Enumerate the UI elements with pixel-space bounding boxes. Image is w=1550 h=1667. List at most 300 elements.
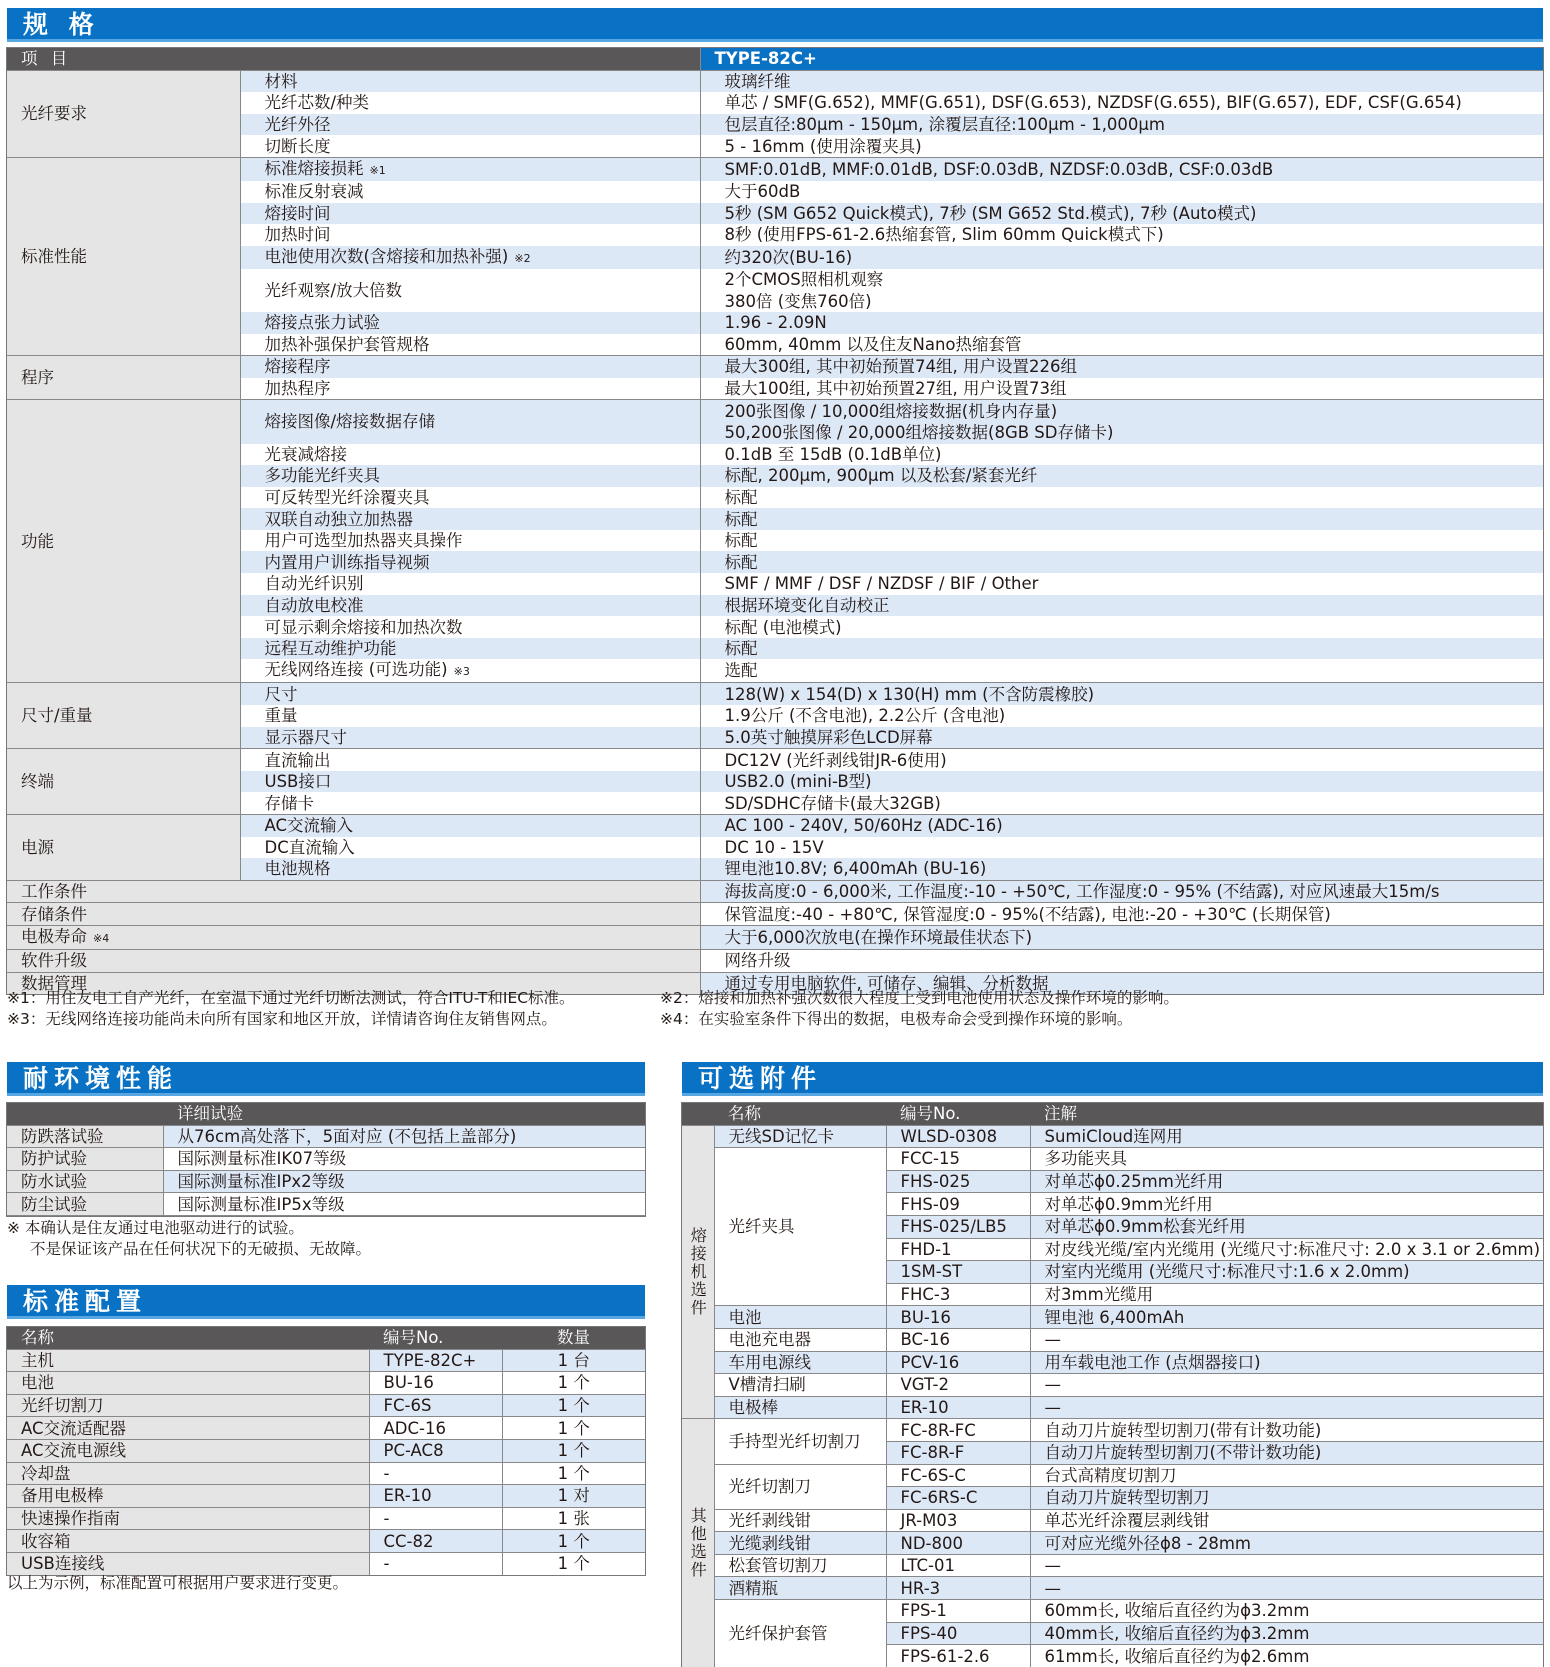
cell-text: 最大300组, 其中初始预置74组, 用户设置226组 — [724, 357, 1077, 377]
opt-row — [682, 1396, 1543, 1419]
opt-row — [682, 1125, 1543, 1148]
cell-text: 远程互动维护功能 — [264, 639, 397, 659]
spec-item — [240, 683, 700, 705]
cell-text: 熔接机选件 — [688, 1226, 708, 1317]
cell-text: V槽清扫刷 — [728, 1375, 806, 1395]
opt-name — [714, 1351, 886, 1374]
env-row — [7, 1170, 645, 1193]
spec-item — [240, 530, 700, 552]
cell-text: — — [1044, 1398, 1061, 1418]
spec-row — [7, 400, 1543, 422]
cell-text: 1 个 — [557, 1373, 590, 1393]
cell-text: 从76cm高处落下，5面对应 (不包括上盖部分) — [177, 1126, 517, 1146]
cell-text: 1 个 — [557, 1531, 590, 1551]
cell-text: AC交流输入 — [264, 816, 354, 836]
opt-no — [886, 1328, 1030, 1351]
cell-text: ND-800 — [900, 1533, 963, 1553]
spec-row — [7, 356, 1543, 378]
cell-text: 可对应光缆外径ϕ8 - 28mm — [1044, 1533, 1251, 1553]
cell-text: 熔接程序 — [264, 357, 331, 377]
cell-text: 电极棒 — [728, 1398, 778, 1418]
opt-no — [886, 1215, 1030, 1238]
opt-note — [1030, 1238, 1543, 1261]
spec-category — [7, 70, 240, 157]
spec-value — [700, 683, 1543, 705]
spec-value — [700, 705, 1543, 727]
cell-text: HR-3 — [900, 1578, 941, 1598]
std-body — [7, 1349, 645, 1574]
spec-table — [7, 48, 1543, 994]
spec-item — [240, 92, 700, 114]
env-test-name — [7, 1193, 163, 1216]
spec-item — [240, 815, 700, 837]
cell-text: PCV-16 — [900, 1352, 960, 1372]
opt-note — [1030, 1554, 1543, 1577]
spec-item — [7, 925, 700, 949]
footnote-mark: ※3 — [453, 665, 470, 679]
opt-no — [886, 1306, 1030, 1329]
cell-text: 光纤剥线钳 — [728, 1510, 811, 1530]
footnote-mark: ※4 — [93, 931, 110, 945]
spec-item — [240, 334, 700, 356]
opt-name — [714, 1509, 886, 1532]
std-qty — [502, 1485, 645, 1508]
spec-value — [700, 135, 1543, 157]
env-note-1: ※ 本确认是住友通过电池驱动进行的试验。 — [7, 1219, 304, 1237]
cell-text: BU-16 — [383, 1373, 434, 1393]
opt-note — [1030, 1283, 1543, 1306]
spec-item — [240, 114, 700, 136]
cell-text: 海拔高度:0 - 6,000米, 工作温度:-10 - +50℃, 工作湿度:0 - 95% (不结露), 对应风速最大15m/s — [724, 882, 1440, 902]
opt-name — [714, 1600, 886, 1667]
cell-text: 1 个 — [557, 1396, 590, 1416]
spec-item — [240, 508, 700, 530]
std-no — [369, 1372, 502, 1395]
cell-text: VGT-2 — [900, 1375, 950, 1395]
spec-header-row — [7, 48, 1543, 70]
opt-header-no: 编号No. — [886, 1103, 1030, 1125]
cell-text: 防水试验 — [21, 1172, 87, 1192]
cell-text: FCC-15 — [900, 1149, 960, 1169]
env-header-detail: 详细试验 — [163, 1103, 645, 1125]
cell-text: 自动刀片旋转型切割刀 — [1044, 1488, 1210, 1508]
spec-value — [700, 530, 1543, 552]
spec-category — [7, 683, 240, 749]
spec-item — [7, 903, 700, 926]
std-row — [7, 1372, 645, 1395]
opt-note — [1030, 1487, 1543, 1510]
opt-note — [1030, 1509, 1543, 1532]
cell-text: ER-10 — [383, 1486, 432, 1506]
env-table — [7, 1103, 645, 1216]
cell-text: 1SM-ST — [900, 1262, 963, 1282]
spec-value — [700, 837, 1543, 859]
cell-text: 电极寿命 — [21, 926, 87, 946]
spec-item — [7, 880, 700, 903]
spec-item — [240, 858, 700, 880]
spec-value — [700, 815, 1543, 837]
std-qty — [502, 1349, 645, 1372]
spec-value — [700, 551, 1543, 573]
spec-value — [700, 203, 1543, 225]
std-no — [369, 1530, 502, 1553]
opt-note — [1030, 1351, 1543, 1374]
opt-name — [714, 1577, 886, 1600]
cell-text: 光纤夹具 — [728, 1217, 795, 1237]
cell-text: FPS-61-2.6 — [900, 1646, 990, 1666]
cell-text: 防护试验 — [21, 1149, 87, 1169]
std-row — [7, 1349, 645, 1372]
cell-text: 台式高精度切割刀 — [1044, 1465, 1177, 1485]
spec-value — [700, 949, 1543, 972]
std-no — [369, 1439, 502, 1462]
cell-text: SD/SDHC存储卡(最大32GB) — [724, 793, 941, 813]
cell-text: WLSD-0308 — [900, 1126, 998, 1146]
opt-note — [1030, 1622, 1543, 1645]
spec-item — [240, 616, 700, 638]
std-qty — [502, 1372, 645, 1395]
cell-text: 切断长度 — [264, 136, 331, 156]
cell-text: — — [1044, 1556, 1061, 1576]
env-test-name — [7, 1170, 163, 1193]
spec-item — [240, 400, 700, 444]
cell-text: 200张图像 / 10,000组熔接数据(机身内存量) — [724, 401, 1058, 421]
spec-item — [240, 269, 700, 312]
cell-text: 双联自动独立加热器 — [264, 509, 413, 529]
spec-item — [240, 573, 700, 595]
cell-text: DC12V (光纤剥线钳JR-6使用) — [724, 750, 947, 770]
opt-note — [1030, 1170, 1543, 1193]
cell-text: FHD-1 — [900, 1239, 952, 1259]
cell-text: 标准性能 — [21, 247, 87, 267]
env-row — [7, 1125, 645, 1148]
cell-text: FHS-09 — [900, 1194, 960, 1214]
cell-text: 内置用户训练指导视频 — [264, 552, 430, 572]
cell-text: 防尘试验 — [21, 1194, 87, 1214]
cell-text: 熔接图像/熔接数据存储 — [264, 412, 436, 432]
cell-text: 国际测量标准IP5x等级 — [177, 1194, 345, 1214]
env-test-detail — [163, 1125, 645, 1148]
cell-text: 光纤芯数/种类 — [264, 93, 370, 113]
spec-value — [700, 269, 1543, 291]
opt-no — [886, 1193, 1030, 1216]
cell-text: ADC-16 — [383, 1418, 446, 1438]
opt-no — [886, 1464, 1030, 1487]
opt-row — [682, 1509, 1543, 1532]
std-qty — [502, 1530, 645, 1553]
std-note: 以上为示例，标准配置可根据用户要求进行变更。 — [7, 1574, 349, 1592]
spec-value — [700, 659, 1543, 683]
cell-text: AC交流电源线 — [21, 1441, 127, 1461]
std-qty — [502, 1439, 645, 1462]
spec-item — [240, 157, 700, 181]
spec-value — [700, 880, 1543, 903]
cell-text: 冷却盘 — [21, 1463, 71, 1483]
std-qty — [502, 1462, 645, 1485]
std-no — [369, 1394, 502, 1417]
cell-text: 其他选件 — [688, 1507, 708, 1580]
opt-row — [682, 1419, 1543, 1442]
std-row — [7, 1485, 645, 1508]
spec-item — [7, 949, 700, 972]
cell-text: 40mm长, 收缩后直径约为ϕ3.2mm — [1044, 1623, 1310, 1643]
cell-text: 2个CMOS照相机观察 — [724, 270, 884, 290]
std-row — [7, 1530, 645, 1553]
env-header-blank — [7, 1103, 163, 1125]
cell-text: 保管温度:-40 - +80℃, 保管湿度:0 - 95%(不结露), 电池:-20 - +30℃ (长期保管) — [724, 904, 1331, 924]
cell-text: 对皮线光缆/室内光缆用 (光缆尺寸:标准尺寸: 2.0 x 3.1 or 2.6mm) — [1044, 1239, 1541, 1259]
spec-item — [240, 444, 700, 466]
std-qty — [502, 1552, 645, 1574]
spec-category — [7, 400, 240, 683]
footnote-mark: ※1 — [369, 163, 386, 177]
cell-text: - — [383, 1463, 390, 1483]
cell-text: 1 台 — [557, 1350, 590, 1370]
spec-item — [240, 551, 700, 573]
opt-note — [1030, 1464, 1543, 1487]
cell-text: 对单芯ϕ0.25mm光纤用 — [1044, 1172, 1224, 1192]
opt-name — [714, 1374, 886, 1397]
opt-note — [1030, 1396, 1543, 1419]
cell-text: 电池充电器 — [728, 1330, 811, 1350]
cell-text: 对单芯ϕ0.9mm松套光纤用 — [1044, 1217, 1246, 1237]
env-row — [7, 1193, 645, 1216]
opt-name — [714, 1125, 886, 1148]
opt-no — [886, 1419, 1030, 1442]
spec-item — [240, 203, 700, 225]
cell-text: 61mm长, 收缩后直径约为ϕ2.6mm — [1044, 1646, 1310, 1666]
cell-text: PC-AC8 — [383, 1441, 444, 1461]
cell-text: 128(W) x 154(D) x 130(H) mm (不含防震橡胶) — [724, 684, 1095, 704]
spec-item — [240, 595, 700, 617]
std-row — [7, 1507, 645, 1530]
opt-note — [1030, 1577, 1543, 1600]
opt-side-label — [682, 1125, 714, 1419]
opt-table — [682, 1103, 1543, 1667]
opt-name — [714, 1464, 886, 1509]
spec-item — [240, 659, 700, 683]
spec-header-item: 项 目 — [7, 48, 700, 70]
cell-text: 国际测量标准IK07等级 — [177, 1149, 347, 1169]
spec-value — [700, 356, 1543, 378]
spec-value — [700, 422, 1543, 444]
spec-row — [7, 683, 1543, 705]
opt-name — [714, 1148, 886, 1306]
spec-row-single — [7, 880, 1543, 903]
cell-text: 光缆剥线钳 — [728, 1533, 811, 1553]
spec-item — [240, 378, 700, 400]
spec-value — [700, 595, 1543, 617]
spec-item — [240, 638, 700, 660]
spec-item — [240, 246, 700, 269]
opt-note — [1030, 1645, 1543, 1667]
cell-text: 1 个 — [557, 1463, 590, 1483]
opt-name — [714, 1532, 886, 1555]
opt-note — [1030, 1328, 1543, 1351]
cell-text: 重量 — [264, 706, 298, 726]
spec-note-1: ※1：用住友电工自产光纤，在室温下通过光纤切断法测试，符合ITU-T和IEC标准。 — [7, 989, 575, 1007]
cell-text: 标配 — [724, 639, 758, 659]
cell-text: 标配 (电池模式) — [724, 617, 842, 637]
cell-text: FHS-025 — [900, 1172, 971, 1192]
spec-value — [700, 638, 1543, 660]
spec-value — [700, 312, 1543, 334]
opt-name — [714, 1306, 886, 1329]
opt-no — [886, 1261, 1030, 1284]
cell-text: ER-10 — [900, 1398, 949, 1418]
spec-row-single — [7, 949, 1543, 972]
spec-category — [7, 157, 240, 355]
std-no — [369, 1552, 502, 1574]
env-test-detail — [163, 1170, 645, 1193]
cell-text: 电池 — [21, 1373, 54, 1393]
opt-note — [1030, 1261, 1543, 1284]
cell-text: 快速操作指南 — [21, 1509, 120, 1529]
std-no — [369, 1417, 502, 1440]
cell-text: 0.1dB 至 15dB (0.1dB单位) — [724, 444, 942, 464]
cell-text: FC-8R-F — [900, 1443, 965, 1463]
std-name — [7, 1349, 369, 1372]
cell-text: 无线网络连接 (可选功能) — [264, 660, 448, 680]
cell-text: AC交流适配器 — [21, 1418, 127, 1438]
opt-no — [886, 1125, 1030, 1148]
opt-no — [886, 1487, 1030, 1510]
cell-text: 对单芯ϕ0.9mm光纤用 — [1044, 1194, 1213, 1214]
opt-row — [682, 1374, 1543, 1397]
opt-header-blank — [682, 1103, 714, 1125]
cell-text: 可反转型光纤涂覆夹具 — [264, 487, 430, 507]
opt-header-name: 名称 — [714, 1103, 886, 1125]
cell-text: — — [1044, 1330, 1061, 1350]
cell-text: 数据管理 — [21, 973, 87, 993]
spec-item — [240, 356, 700, 378]
cell-text: 单芯 / SMF(G.652), MMF(G.651), DSF(G.653), NZDSF(G.655), BIF(G.657), EDF, CSF(G.654) — [724, 93, 1462, 113]
opt-row — [682, 1148, 1543, 1171]
std-name — [7, 1372, 369, 1395]
cell-text: 可显示剩余熔接和加热次数 — [264, 617, 463, 637]
cell-text: 终端 — [21, 772, 54, 792]
spec-value — [700, 400, 1543, 422]
opt-note — [1030, 1306, 1543, 1329]
cell-text: 熔接点张力试验 — [264, 313, 380, 333]
cell-text: 1 张 — [557, 1509, 590, 1529]
opt-note — [1030, 1215, 1543, 1238]
spec-value — [700, 224, 1543, 246]
cell-text: 根据环境变化自动校正 — [724, 595, 890, 615]
std-name — [7, 1552, 369, 1574]
std-name — [7, 1417, 369, 1440]
spec-row — [7, 749, 1543, 771]
opt-side-label — [682, 1419, 714, 1667]
cell-text: 光纤保护套管 — [728, 1623, 828, 1643]
opt-note — [1030, 1125, 1543, 1148]
spec-value — [700, 487, 1543, 509]
spec-value — [700, 181, 1543, 203]
cell-text: 通过专用电脑软件, 可储存、编辑、分析数据 — [724, 973, 1049, 993]
cell-text: 单芯光纤涂覆层剥线钳 — [1044, 1510, 1210, 1530]
spec-item — [240, 837, 700, 859]
cell-text: 1.9公斤 (不含电池), 2.2公斤 (含电池) — [724, 706, 1006, 726]
std-row — [7, 1394, 645, 1417]
cell-text: USB接口 — [264, 772, 332, 792]
cell-text: 自动刀片旋转型切割刀(带有计数功能) — [1044, 1420, 1322, 1440]
opt-note — [1030, 1419, 1543, 1442]
cell-text: - — [383, 1509, 390, 1529]
opt-header-row — [682, 1103, 1543, 1125]
spec-item — [240, 749, 700, 771]
spec-value — [700, 92, 1543, 114]
cell-text: 用车载电池工作 (点烟器接口) — [1044, 1352, 1261, 1372]
std-qty — [502, 1507, 645, 1530]
spec-item — [240, 135, 700, 157]
cell-text: LTC-01 — [900, 1556, 956, 1576]
spec-item — [240, 70, 700, 92]
cell-text: 标配 — [724, 552, 758, 572]
cell-text: USB2.0 (mini-B型) — [724, 772, 872, 792]
std-header-name: 名称 — [7, 1327, 369, 1349]
opt-note — [1030, 1441, 1543, 1464]
cell-text: 收容箱 — [21, 1531, 71, 1551]
cell-text: 大于6,000次放电(在操作环境最佳状态下) — [724, 927, 1033, 947]
cell-text: 大于60dB — [724, 182, 801, 202]
cell-text: 光纤要求 — [21, 104, 87, 124]
env-test-detail — [163, 1148, 645, 1171]
cell-text: 用户可选型加热器夹具操作 — [264, 531, 463, 551]
spec-category — [7, 356, 240, 400]
cell-text: 材料 — [264, 71, 298, 91]
spec-note-3: ※3：无线网络连接功能尚未向所有国家和地区开放，详情请咨询住友销售网点。 — [7, 1010, 557, 1028]
env-section-title: 耐环境性能 — [7, 1062, 645, 1096]
cell-text: 电池使用次数(含熔接和加热补强) — [264, 246, 509, 266]
opt-no — [886, 1509, 1030, 1532]
cell-text: 功能 — [21, 531, 54, 551]
std-row — [7, 1552, 645, 1574]
cell-text: 加热时间 — [264, 225, 331, 245]
spec-category — [7, 749, 240, 815]
cell-text: FC-6S-C — [900, 1465, 966, 1485]
cell-text: 对室内光缆用 (光缆尺寸:标准尺寸:1.6 x 2.0mm) — [1044, 1262, 1410, 1282]
cell-text: 锂电池10.8V; 6,400mAh (BU-16) — [724, 859, 987, 879]
cell-text: 5.0英寸触摸屏彩色LCD屏幕 — [724, 727, 933, 747]
spec-item — [240, 727, 700, 749]
spec-row — [7, 157, 1543, 181]
cell-text: 对3mm光缆用 — [1044, 1285, 1154, 1305]
cell-text: 手持型光纤切割刀 — [728, 1431, 861, 1451]
cell-text: 标配 — [724, 509, 758, 529]
cell-text: 玻璃纤维 — [724, 71, 791, 91]
cell-text: 程序 — [21, 368, 54, 388]
cell-text: 主机 — [21, 1350, 54, 1370]
cell-text: DC 10 - 15V — [724, 837, 824, 857]
spec-value — [700, 378, 1543, 400]
cell-text: 1 个 — [557, 1418, 590, 1438]
cell-text: 松套管切割刀 — [728, 1556, 828, 1576]
cell-text: USB连接线 — [21, 1554, 105, 1574]
spec-item — [240, 312, 700, 334]
cell-text: BC-16 — [900, 1330, 950, 1350]
cell-text: 国际测量标准IPx2等级 — [177, 1172, 345, 1192]
opt-no — [886, 1622, 1030, 1645]
env-body — [7, 1125, 645, 1215]
spec-value — [700, 290, 1543, 312]
spec-value — [700, 903, 1543, 926]
opt-name — [714, 1396, 886, 1419]
cell-text: 直流输出 — [264, 750, 331, 770]
spec-header-model: TYPE-82C+ — [700, 48, 1543, 70]
cell-text: 自动刀片旋转型切割刀(不带计数功能) — [1044, 1443, 1322, 1463]
cell-text: 熔接时间 — [264, 203, 331, 223]
spec-value — [700, 334, 1543, 356]
